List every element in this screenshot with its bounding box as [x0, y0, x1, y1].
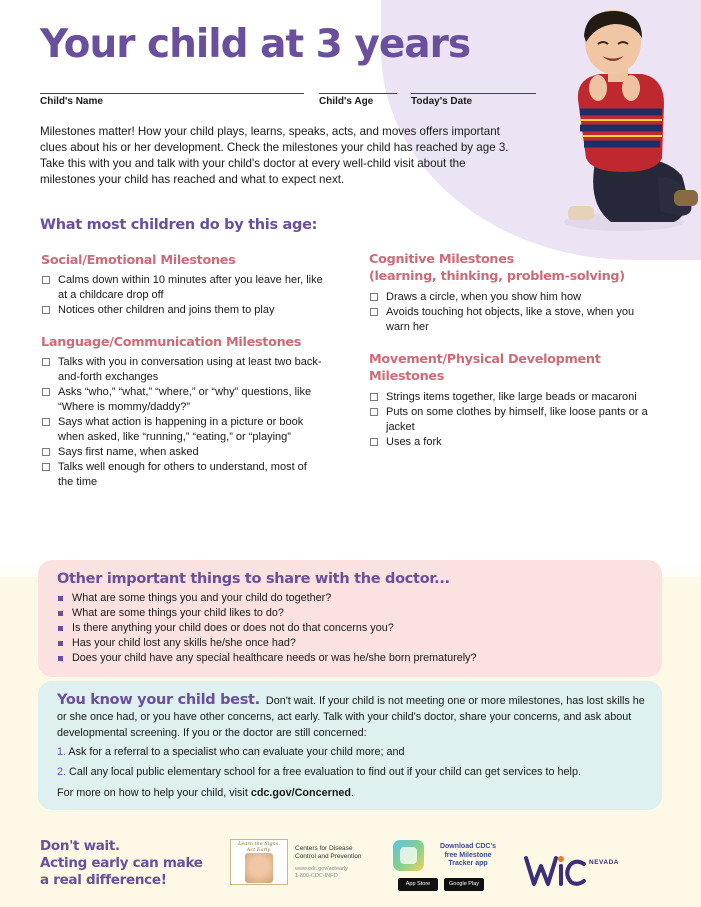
learn-the-signs-logo: Learn the Signs. Act Early. [230, 839, 288, 885]
child-photo [556, 8, 701, 238]
concerned-link[interactable]: cdc.gov/Concerned [250, 787, 352, 799]
baby-photo-icon [245, 853, 273, 883]
checkbox[interactable] [370, 393, 378, 401]
milestone-item[interactable]: Says what action is happening in a picture or book when asked, like “running,” “eating,” or “playing” [41, 415, 324, 445]
bullet-square-icon [58, 626, 63, 631]
milestone-item[interactable]: Draws a circle, when you show him how [369, 290, 659, 305]
milestone-item[interactable]: Strings items together, like large beads or macaroni [369, 390, 659, 405]
milestone-item[interactable]: Calms down within 10 minutes after you leave her, like at a childcare drop off [41, 273, 324, 303]
checkbox[interactable] [42, 448, 50, 456]
app-store-badge[interactable]: App Store [398, 878, 438, 891]
cdc-credit: Centers for Disease Control and Prevention [295, 845, 362, 860]
bullet-square-icon [58, 611, 63, 616]
today-date-line[interactable] [411, 93, 536, 94]
intro-paragraph: Milestones matter! How your child plays, learns, speaks, acts, and moves offers important clues about his or her development. Check the milestones your child has reached by age 3. Take this with you and talk with your child's doctor at every well-child visit about the milestones your child has reached and what to expect next. [40, 125, 509, 186]
checkbox[interactable] [370, 308, 378, 316]
cognitive-heading: Cognitive Milestones (learning, thinking, problem-solving) [369, 252, 625, 284]
checkbox[interactable] [370, 293, 378, 301]
share-list [57, 591, 477, 666]
movement-list [369, 390, 659, 450]
checkbox[interactable] [42, 463, 50, 471]
social-emotional-list [41, 273, 324, 318]
list-item: Is there anything your child does or does not do that concerns you? [57, 621, 477, 636]
milestone-item[interactable]: Says first name, when asked [41, 445, 324, 460]
step-1: 1. Ask for a referral to a specialist who can evaluate your child more; and [57, 746, 405, 758]
child-name-line[interactable] [40, 93, 304, 94]
today-date-label: Today's Date [411, 96, 473, 107]
checkbox[interactable] [42, 276, 50, 284]
child-age-line[interactable] [319, 93, 397, 94]
list-item: What are some things you and your child do together? [57, 591, 477, 606]
child-age-label: Child's Age [319, 96, 374, 107]
milestone-item[interactable]: Asks “who,” “what,” “where,” or “why” questions, like “Where is mommy/daddy?” [41, 385, 324, 415]
child-name-label: Child's Name [40, 96, 103, 107]
milestone-tracker-app-icon[interactable] [393, 840, 424, 871]
cognitive-list [369, 290, 659, 335]
language-heading: Language/Communication Milestones [41, 335, 302, 350]
dont-wait-tagline: Don't wait. Acting early can make a real difference! [40, 838, 203, 888]
google-play-badge[interactable]: Google Play [444, 878, 484, 891]
checkbox[interactable] [370, 438, 378, 446]
list-item: What are some things your child likes to do? [57, 606, 477, 621]
milestone-item[interactable]: Avoids touching hot objects, like a stove, when you warn her [369, 305, 659, 335]
social-emotional-heading: Social/Emotional Milestones [41, 253, 236, 268]
step-2: 2. Call any local public elementary school for a free evaluation to find out if your child can get services to help. [57, 766, 581, 778]
milestone-item[interactable]: Talks with you in conversation using at least two back-and-forth exchanges [41, 355, 324, 385]
bullet-square-icon [58, 641, 63, 646]
milestone-item[interactable]: Notices other children and joins them to play [41, 303, 324, 318]
milestone-item[interactable]: Puts on some clothes by himself, like loose pants or a jacket [369, 405, 659, 435]
know-paragraph: You know your child best. Don't wait. If your child is not meeting one or more milestones, has lost skills he or she once had, or you have other concerns, act early. Talk with your child's doctor, share your concerns, and ask about developmental screening. If you or the doctor are still concerned: [57, 692, 645, 739]
know-heading: You know your child best. [57, 692, 260, 708]
checkbox[interactable] [42, 306, 50, 314]
wic-logo [524, 852, 588, 888]
language-list [41, 355, 324, 490]
milestone-item[interactable]: Talks well enough for others to understand, most of the time [41, 460, 324, 490]
checkbox[interactable] [370, 408, 378, 416]
milestone-item[interactable]: Uses a fork [369, 435, 659, 450]
wic-state-label: NEVADA [589, 859, 619, 866]
page-title: Your child at 3 years [40, 22, 471, 67]
checkbox[interactable] [42, 358, 50, 366]
list-item: Has your child lost any skills he/she once had? [57, 636, 477, 651]
bullet-square-icon [58, 596, 63, 601]
bullet-square-icon [58, 656, 63, 661]
checkbox[interactable] [42, 418, 50, 426]
list-item: Does your child have any special healthcare needs or was he/she born prematurely? [57, 651, 477, 666]
more-info-text: For more on how to help your child, visit cdc.gov/Concerned. [57, 787, 355, 799]
share-heading: Other important things to share with the doctor... [57, 571, 450, 587]
milestones-heading: What most children do by this age: [40, 217, 318, 233]
download-app-text: Download CDC's free Milestone Tracker app [439, 843, 497, 867]
movement-heading: Movement/Physical Development Milestones [369, 352, 601, 384]
checkbox[interactable] [42, 388, 50, 396]
cdc-contact: www.cdc.gov/actearly 1-800-CDC-INFO [295, 866, 348, 879]
